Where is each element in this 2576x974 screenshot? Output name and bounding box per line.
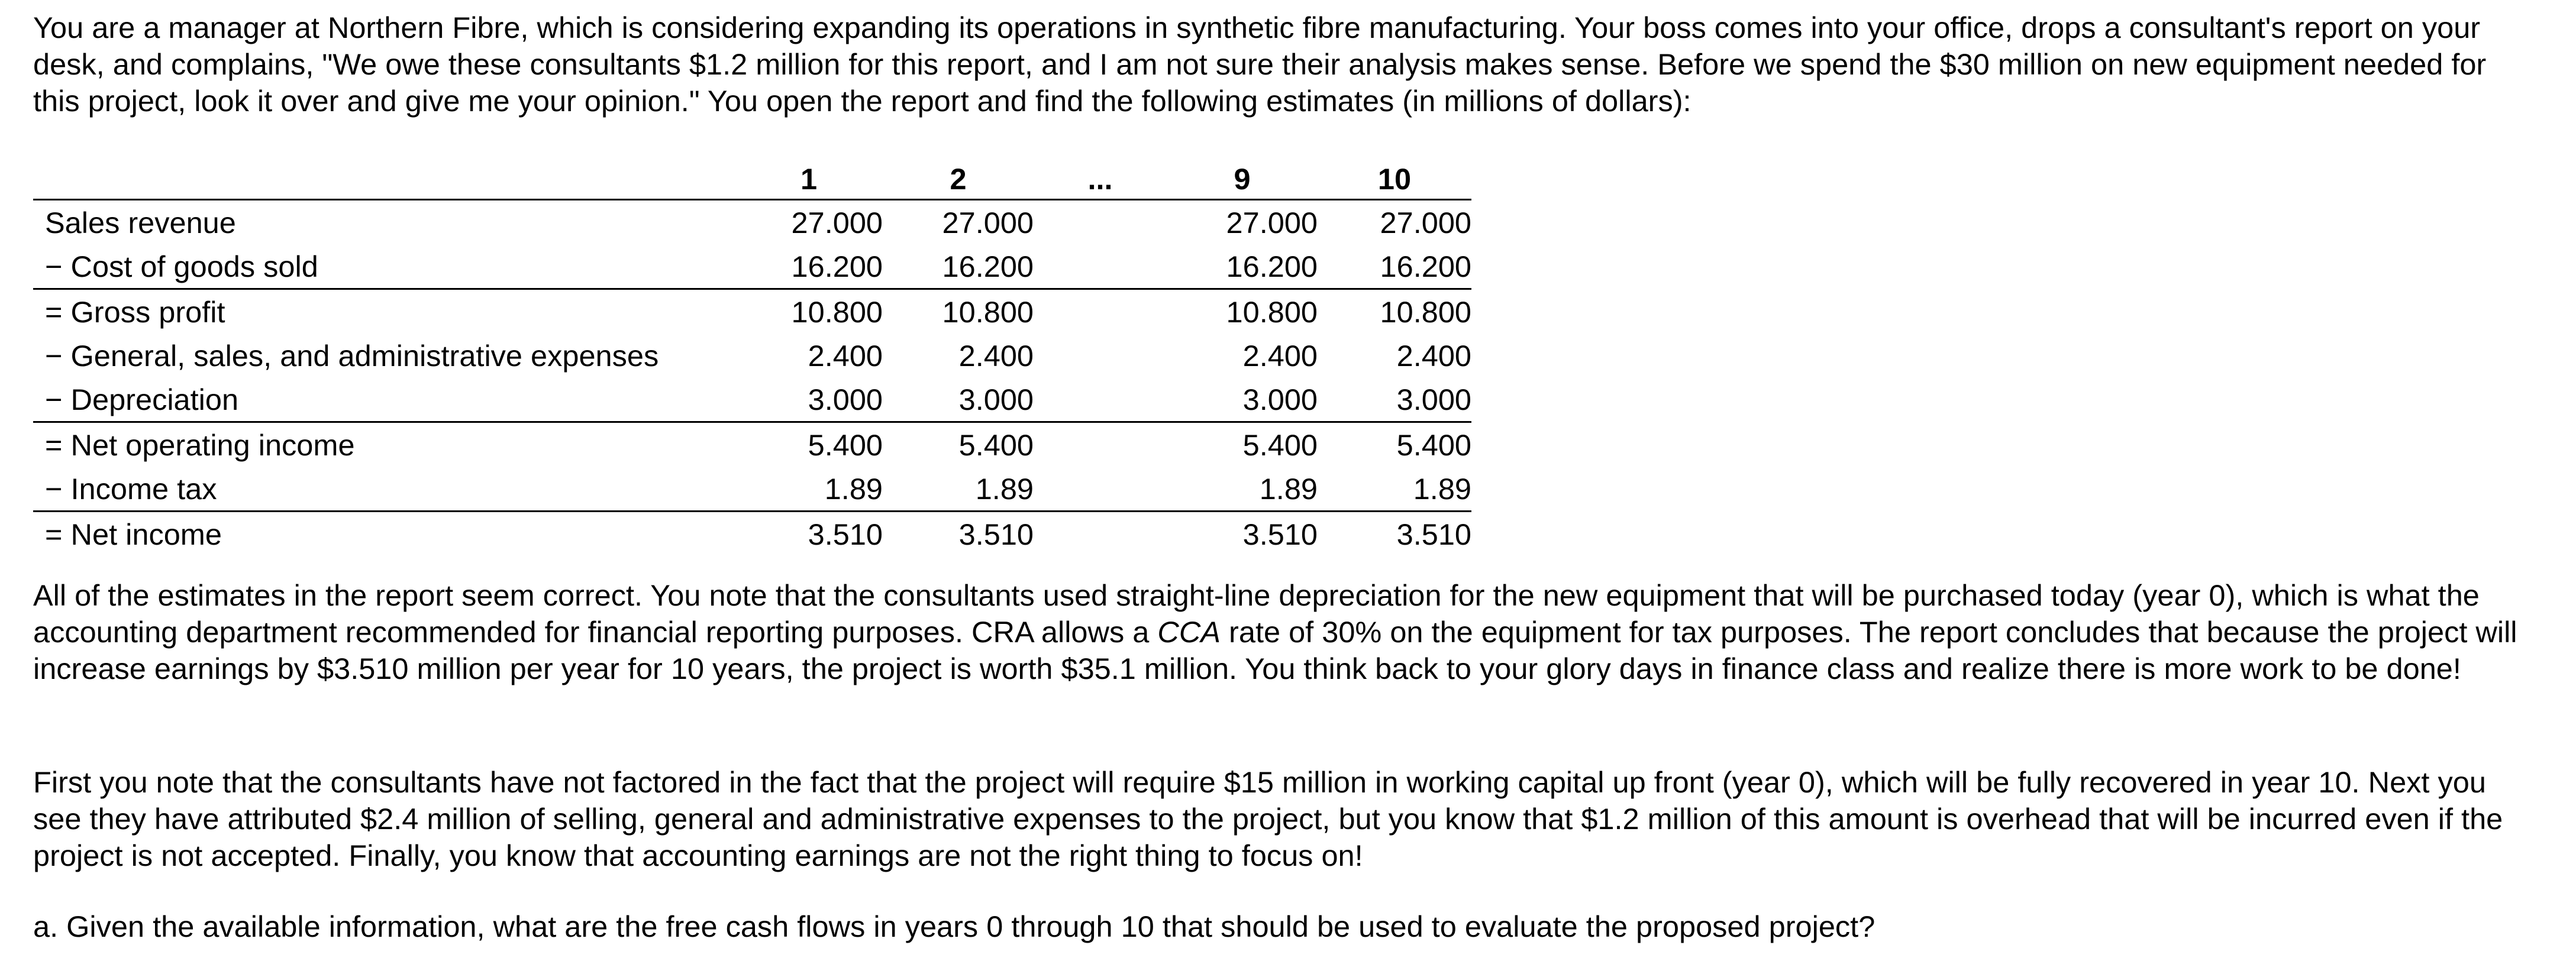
table-row xyxy=(33,512,1471,556)
cell-value: 3.510 xyxy=(735,512,883,556)
cell-value: 1.89 xyxy=(1259,471,1318,506)
cell-value: 3.000 xyxy=(1396,382,1471,416)
working-capital-paragraph: First you note that the consultants have not factored in the fact that the project will require $15 million in working capital up front (year 0), which will be fully recovered in year 10. Next you see they have attributed $2.4 million of selling, general and administrative expenses to the project, but you know that $1.2 million of this amount is overhead that will be incurred even if the project is not accepted. Finally, you know that accounting earnings are not the right thing to focus on! xyxy=(33,765,2503,872)
cell-value xyxy=(1034,244,1167,289)
cell-value: 5.400 xyxy=(1318,422,1471,467)
depreciation-paragraph xyxy=(33,577,2536,687)
cell-value: 27.000 xyxy=(1380,205,1471,240)
cell-value xyxy=(1034,289,1167,334)
table-row xyxy=(33,289,1471,334)
row-label: = Net operating income xyxy=(33,422,735,467)
cell-value: 27.000 xyxy=(791,205,883,240)
question-a: a. Given the available information, what are the free cash flows in years 0 through 10 that should be used to evaluate the proposed project? xyxy=(33,910,1875,943)
paragraph-text: All of the estimates in the report seem correct. You note that the consultants used straight-line depreciation for the new equipment that will be purchased today (year 0), which is what the accounting department recommended for financial reporting purposes. CRA allows a xyxy=(33,578,2480,649)
cell-value: 16.200 xyxy=(1226,249,1318,283)
intro-paragraph: You are a manager at Northern Fibre, which is considering expanding its operations in synthetic fibre manufacturing. Your boss comes into your office, drops a consultant's report on your desk, and complains, "We owe these consultants $1.2 million for this report, and I am not sure their analysis makes sense. Before we spend the $30 million on new equipment needed for this project, look it over and give me your opinion." You open the report and find the following estimates (in millions of dollars): xyxy=(33,11,2487,118)
cell-value: 3.510 xyxy=(1318,512,1471,556)
cell-value: 3.000 xyxy=(958,382,1034,416)
row-label: − Cost of goods sold xyxy=(45,249,318,283)
cell-value: 5.400 xyxy=(1167,422,1318,467)
cell-value: 10.800 xyxy=(1318,289,1471,334)
table-row xyxy=(33,377,1471,422)
cell-value: 2.400 xyxy=(1242,338,1318,373)
cell-value: 3.000 xyxy=(1242,382,1318,416)
cell-value: 2.400 xyxy=(808,338,883,373)
header-label-cell xyxy=(33,155,735,200)
cell-value: 10.800 xyxy=(735,289,883,334)
cell-value: 2.400 xyxy=(958,338,1034,373)
cell-value: 1.89 xyxy=(824,471,883,506)
header-year-1: 1 xyxy=(735,155,883,200)
cell-value: 27.000 xyxy=(942,205,1034,240)
row-label: − General, sales, and administrative expenses xyxy=(45,338,659,373)
header-year-2: 2 xyxy=(883,155,1034,200)
table-row xyxy=(33,422,1471,467)
cell-value: 10.800 xyxy=(883,289,1034,334)
row-label: = Net income xyxy=(33,512,735,556)
cell-value: 1.89 xyxy=(1413,471,1471,506)
cell-value xyxy=(1034,422,1167,467)
cell-value xyxy=(1034,512,1167,556)
header-ellipsis: ... xyxy=(1034,155,1167,200)
table-row xyxy=(33,467,1471,512)
cell-value: 16.200 xyxy=(1380,249,1471,283)
cell-value: 3.510 xyxy=(1167,512,1318,556)
row-label: = Gross profit xyxy=(33,289,735,334)
row-label: − Depreciation xyxy=(45,382,239,416)
cell-value: 5.400 xyxy=(883,422,1034,467)
cell-value: 2.400 xyxy=(1396,338,1471,373)
row-label: − Income tax xyxy=(45,471,217,506)
cell-value xyxy=(1034,200,1167,245)
cell-value xyxy=(1034,467,1167,512)
cell-value xyxy=(1034,377,1167,422)
table-row xyxy=(33,244,1471,289)
header-year-9: 9 xyxy=(1167,155,1318,200)
row-label: Sales revenue xyxy=(45,205,236,240)
cell-value: 3.000 xyxy=(808,382,883,416)
cell-value: 5.400 xyxy=(735,422,883,467)
cell-value: 16.200 xyxy=(942,249,1034,283)
paragraph-text: rate of 30% on the equipment for tax purposes. The report concludes that because the project will increase earnings by $3.510 million per year for 10 years, the project is worth $35.1 million. You think back to your glory days in finance class and realize there is more work to be done! xyxy=(33,615,2517,685)
table-row xyxy=(33,200,1471,245)
cell-value xyxy=(1034,334,1167,377)
cca-term: CCA xyxy=(1157,615,1221,649)
table-header-row xyxy=(33,155,1471,200)
cell-value: 10.800 xyxy=(1167,289,1318,334)
cell-value: 16.200 xyxy=(791,249,883,283)
table-row xyxy=(33,334,1471,377)
income-estimates-table xyxy=(33,155,1471,556)
cell-value: 27.000 xyxy=(1226,205,1318,240)
header-year-10: 10 xyxy=(1318,155,1471,200)
cell-value: 1.89 xyxy=(975,471,1034,506)
cell-value: 3.510 xyxy=(883,512,1034,556)
